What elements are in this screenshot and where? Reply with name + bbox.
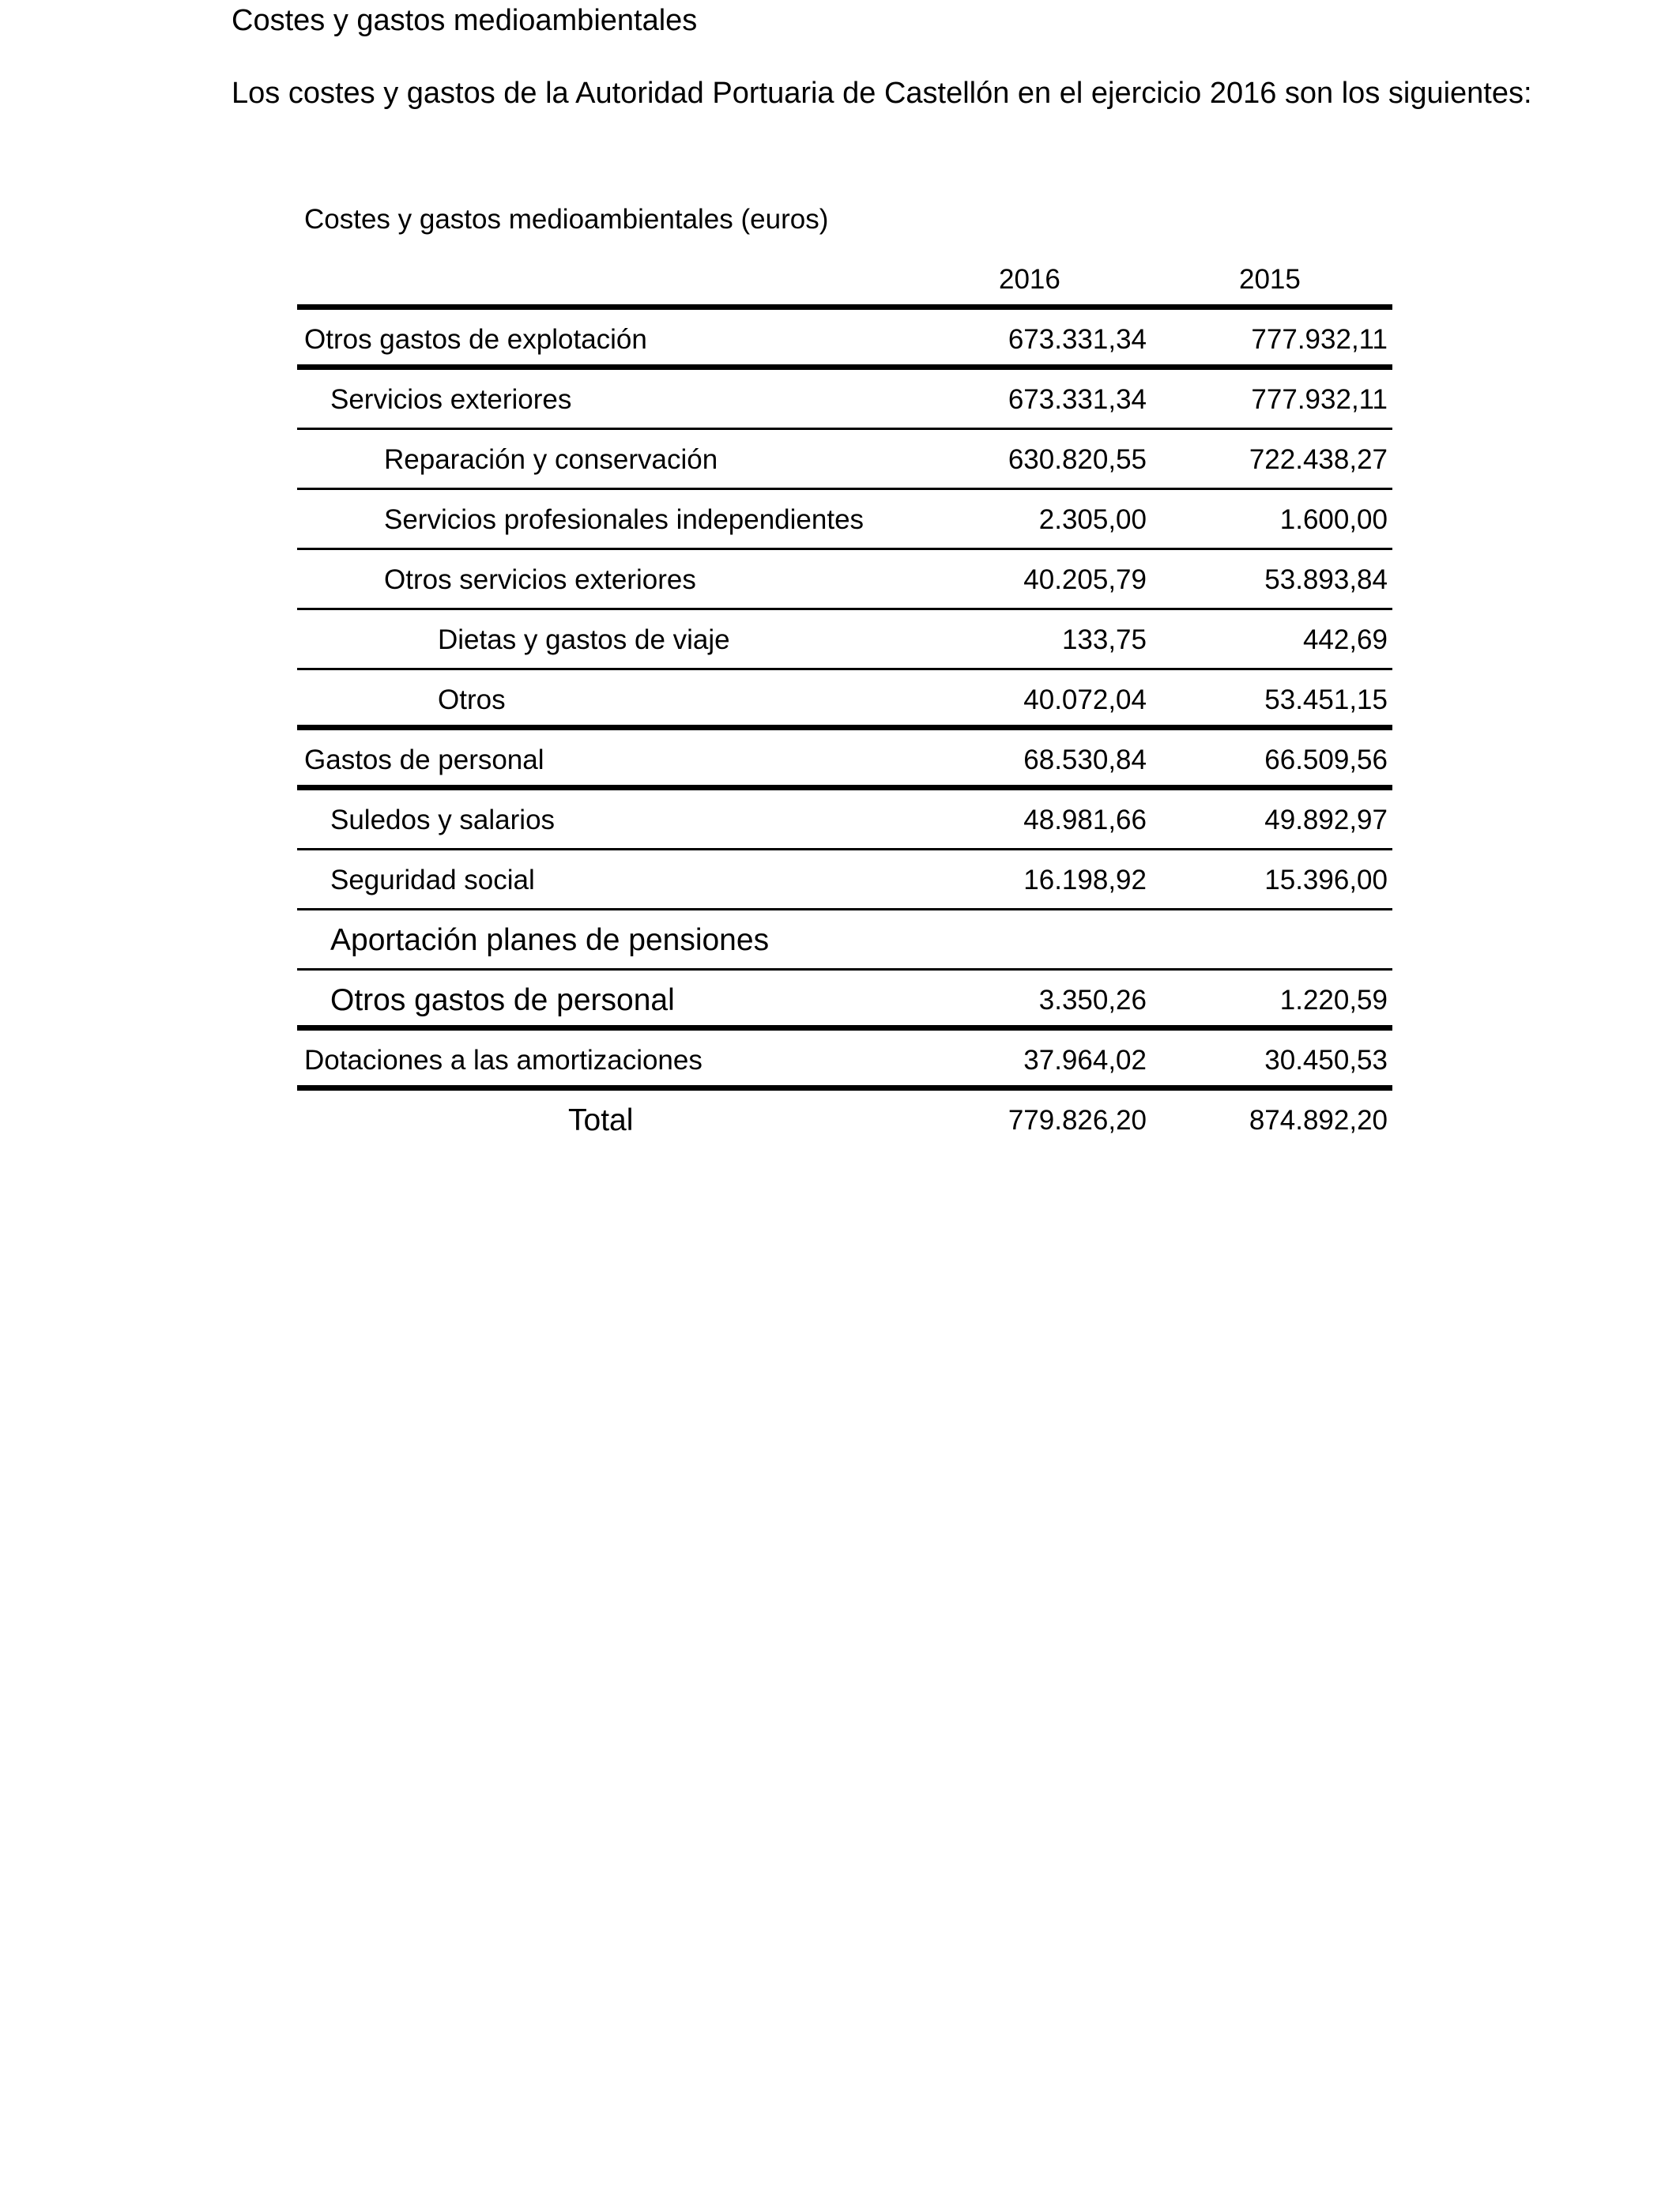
- row-value-2016: 68.530,84: [1023, 745, 1147, 775]
- row-value-2016: 133,75: [1061, 624, 1147, 655]
- row-label: Otros servicios exteriores: [384, 564, 696, 595]
- table-row: [297, 490, 1392, 550]
- table-row: [297, 370, 1392, 430]
- table-caption: Costes y gastos medioambientales (euros): [304, 204, 829, 235]
- section-heading: Costes y gastos medioambientales: [232, 4, 698, 37]
- row-value-2015: 49.892,97: [1264, 805, 1388, 835]
- row-value-2015: 15.396,00: [1264, 865, 1388, 895]
- row-value-2015: 442,69: [1302, 624, 1388, 655]
- table-row: [297, 550, 1392, 610]
- total-value-2015: 874.892,20: [1249, 1105, 1388, 1136]
- row-value-2015: [1230, 910, 1388, 971]
- row-label: Dietas y gastos de viaje: [438, 624, 730, 655]
- row-value-2015: 66.509,56: [1264, 745, 1388, 775]
- row-value-2015: 53.893,84: [1264, 564, 1388, 595]
- intro-paragraph: Los costes y gastos de la Autoridad Portuaria de Castellón en el ejercicio 2016 son los siguientes:: [232, 77, 1532, 110]
- table-row: [297, 730, 1392, 790]
- table-row: [297, 1031, 1392, 1091]
- table-total-row: [297, 1091, 1392, 1151]
- row-label: Aportación planes de pensiones: [330, 923, 770, 957]
- row-label: Gastos de personal: [304, 745, 544, 775]
- row-value-2015: 1.220,59: [1279, 985, 1388, 1016]
- row-value-2016: 673.331,34: [1008, 324, 1147, 355]
- row-value-2015: 722.438,27: [1249, 444, 1388, 475]
- row-value-2016: 40.205,79: [1023, 564, 1147, 595]
- total-label: Total: [568, 1103, 634, 1137]
- column-header-2015: 2015: [1239, 264, 1301, 295]
- row-value-2016: 673.331,34: [1008, 384, 1147, 415]
- row-value-2016: [989, 910, 1147, 971]
- row-label: Suledos y salarios: [330, 805, 556, 835]
- table-row: [297, 670, 1392, 730]
- row-value-2016: 2.305,00: [1038, 504, 1147, 535]
- row-value-2015: 30.450,53: [1264, 1045, 1388, 1076]
- column-header-2016: 2016: [999, 264, 1060, 295]
- row-label: Otros gastos de explotación: [304, 324, 647, 355]
- row-label: Dotaciones a las amortizaciones: [304, 1045, 703, 1076]
- row-value-2015: 777.932,11: [1251, 384, 1388, 415]
- table-row: [297, 971, 1392, 1031]
- row-label: Otros: [438, 684, 506, 715]
- row-label: Servicios exteriores: [330, 384, 572, 415]
- table-row: [297, 910, 1392, 971]
- row-label: Reparación y conservación: [384, 444, 718, 475]
- row-value-2015: 53.451,15: [1264, 684, 1388, 715]
- row-value-2015: 777.932,11: [1251, 324, 1388, 355]
- row-label: Otros gastos de personal: [330, 983, 675, 1017]
- row-label: Seguridad social: [330, 865, 535, 895]
- table-row: [297, 790, 1392, 850]
- row-value-2016: 48.981,66: [1023, 805, 1147, 835]
- row-value-2016: 630.820,55: [1008, 444, 1147, 475]
- row-label: Servicios profesionales independientes: [384, 504, 864, 535]
- costs-table: [297, 250, 1392, 1151]
- table-row: [297, 850, 1392, 910]
- table-row: [297, 310, 1392, 370]
- table-header-row: [297, 250, 1392, 310]
- table-row: [297, 610, 1392, 670]
- row-value-2016: 3.350,26: [1038, 985, 1147, 1016]
- row-value-2016: 37.964,02: [1023, 1045, 1147, 1076]
- row-value-2015: 1.600,00: [1279, 504, 1388, 535]
- row-value-2016: 40.072,04: [1023, 684, 1147, 715]
- row-value-2016: 16.198,92: [1023, 865, 1147, 895]
- table-row: [297, 430, 1392, 490]
- total-value-2016: 779.826,20: [1008, 1105, 1147, 1136]
